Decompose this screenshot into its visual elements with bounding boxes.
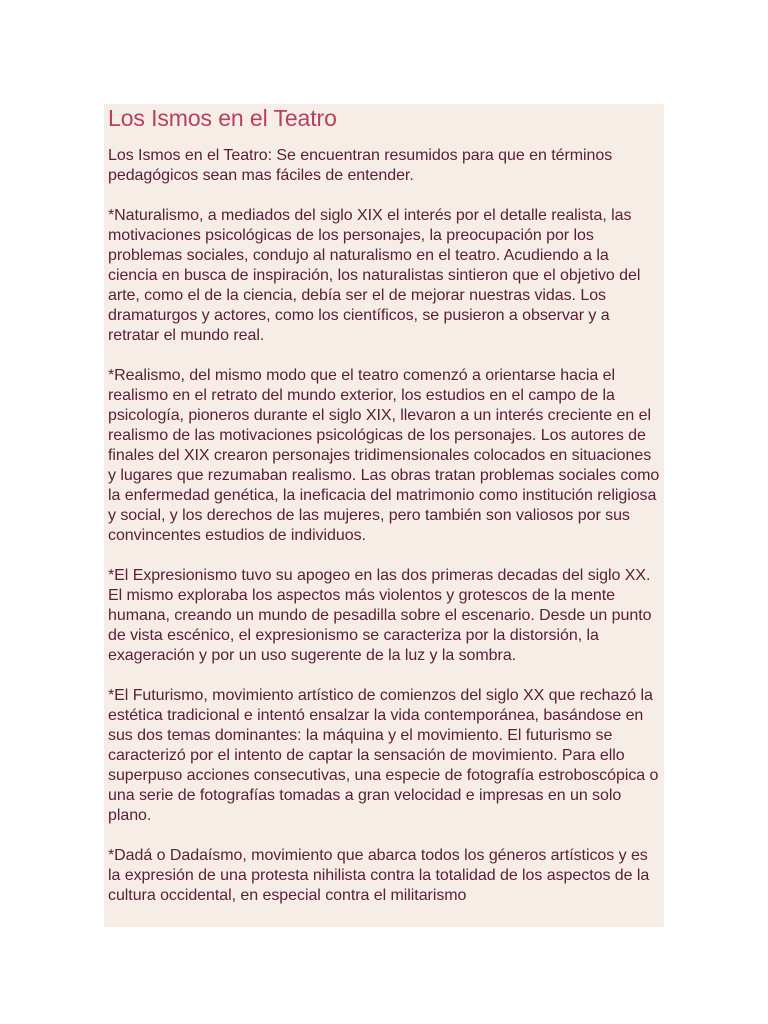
document-page: [104, 104, 664, 927]
paragraph-futurismo: *El Futurismo, movimiento artístico de comienzos del siglo XX que rechazó la estética tradicional e intentó ensalzar la vida contemporánea, basándose en sus dos temas dominantes: la máquina y el movimiento. El futurismo se caracterizó por el intento de captar la sensación de movimiento. Para ello superpuso acciones consecutivas, una especie de fotografía estroboscópica o una serie de fotografías tomadas a gran velocidad e impresas en un solo plano.: [108, 687, 659, 824]
paragraph-expresionismo: *El Expresionismo tuvo su apogeo en las dos primeras decadas del siglo XX. El mismo exploraba los aspectos más violentos y grotescos de la mente humana, creando un mundo de pesadilla sobre el escenario. Desde un punto de vista escénico, el expresionismo se caracteriza por la distorsión, la exageración y por un uso sugerente de la luz y la sombra.: [108, 567, 652, 664]
document-title: Los Ismos en el Teatro: [108, 105, 337, 131]
paragraph-realismo: *Realismo, del mismo modo que el teatro comenzó a orientarse hacia el realismo en el retrato del mundo exterior, los estudios en el campo de la psicología, pioneros durante el siglo XIX, llevaron a un interés creciente en el realismo de las motivaciones psicológicas de los personajes. Los autores de finales del XIX crearon personajes tridimensionales colocados en situaciones y lugares que rezumaban realismo. Las obras tratan problemas sociales como la enfermedad genética, la ineficacia del matrimonio como institución religiosa y social, y los derechos de las mujeres, pero también son valiosos por sus convincentes estudios de individuos.: [108, 367, 660, 544]
paragraph-dadaismo: *Dadá o Dadaísmo, movimiento que abarca todos los géneros artísticos y es la expresión de una protesta nihilista contra la totalidad de los aspectos de la cultura occidental, en especial contra el militarismo: [108, 847, 650, 904]
paragraph-naturalismo: *Naturalismo, a mediados del siglo XIX el interés por el detalle realista, las motivaciones psicológicas de los personajes, la preocupación por los problemas sociales, condujo al naturalismo en el teatro. Acudiendo a la ciencia en busca de inspiración, los naturalistas sintieron que el objetivo del arte, como el de la ciencia, debía ser el de mejorar nuestras vidas. Los dramaturgos y actores, como los científicos, se pusieron a observar y a retratar el mundo real.: [108, 207, 641, 344]
paragraph-intro: Los Ismos en el Teatro: Se encuentran resumidos para que en términos pedagógicos sean mas fáciles de entender.: [108, 147, 613, 184]
